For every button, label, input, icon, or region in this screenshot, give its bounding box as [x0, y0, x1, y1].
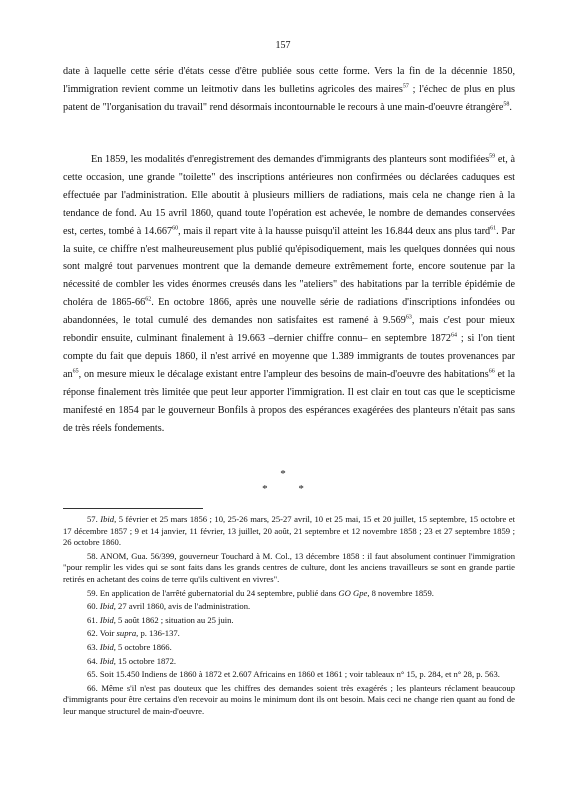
- para2-text-6: , mais c'est pour mieux rebondir ensuite, culminant finalement à 19.663 –dernier chiffre connu– en septembre 1872: [63, 315, 515, 345]
- footnote-ref-61[interactable]: 61: [490, 225, 497, 232]
- para2-text-9: et la réponse finalement très limitée que peut leur apporter l'immigration. Il est clair en tout cas que le scepticisme manifesté en 1854 par le gouverneur Bonfils à propos des espérances exagérées des planteurs n'était pas sans de très réels fondements.: [63, 368, 515, 434]
- footnote-ref-59[interactable]: 59: [489, 153, 496, 160]
- footnote-number: 58.: [87, 550, 98, 561]
- footnote-number: 62.: [87, 628, 98, 639]
- footnote-text: , 8 novembre 1859.: [367, 587, 434, 598]
- paragraph-1: [63, 63, 515, 117]
- section-separator-top-star: *: [280, 468, 286, 480]
- footnote-italic: Ibid: [99, 601, 114, 612]
- footnote-number: 59.: [87, 587, 98, 598]
- footnote-ref-58[interactable]: 58: [503, 101, 510, 108]
- footnote-italic: Ibid: [99, 614, 114, 625]
- section-separator-bottom-stars: * *: [262, 483, 318, 495]
- footnote-61: [63, 615, 515, 627]
- footnote-58: [63, 551, 515, 586]
- footnote-ref-62[interactable]: 62: [145, 296, 152, 303]
- footnote-57: [63, 514, 515, 549]
- para2-text-1: En 1859, les modalités d'enregistrement des demandes d'immigrants des planteurs sont modifiées: [91, 154, 490, 165]
- footnote-text: , p. 136-137.: [136, 628, 180, 639]
- para1-text-a: date à laquelle cette série d'états cesse d'être publiée sous cette forme. Vers la fin de la décennie 1850, l'immigration revient comme un leitmotiv dans les bulletins agricoles des maires: [63, 66, 515, 95]
- footnote-60: [63, 601, 515, 613]
- footnotes: [63, 514, 515, 720]
- footnote-text: , 5 août 1862 ; situation au 25 juin.: [113, 614, 234, 625]
- footnote-text: Voir: [99, 628, 117, 639]
- footnote-number: 64.: [87, 655, 98, 666]
- page-number: 157: [275, 40, 291, 51]
- footnote-number: 65.: [87, 669, 98, 680]
- footnote-text: , 5 février et 25 mars 1856 ; 10, 25-26 mars, 25-27 avril, 10 et 25 mai, 15 et 20 juillet, 15 septembre, 15 octobre et 17 décembre 1857 ; 9 et 14 janvier, 11 février, 13 juillet, 20 août, 21 septembre et 12 novembre 1858 ; 23 et 27 septembre 1859 ; 26 octobre 1860.: [63, 514, 515, 548]
- footnote-62: [63, 628, 515, 640]
- footnote-number: 60.: [87, 601, 98, 612]
- footnote-ref-64[interactable]: 64: [450, 332, 457, 339]
- footnote-text: En application de l'arrêté gubernatorial du 24 septembre, publié dans: [99, 587, 339, 598]
- footnote-text: Soit 15.450 Indiens de 1860 à 1872 et 2.607 Africains en 1860 et 1861 ; voir tableaux n° 15, p. 284, et n° 28, p. 563.: [99, 669, 500, 680]
- footnote-63: [63, 642, 515, 654]
- footnote-text: , 15 octobre 1872.: [113, 655, 177, 666]
- para2-text-5: . En octobre 1866, après une nouvelle série de radiations d'inscriptions infondées ou abandonnées, le total cumulé des demandes non satisfaites est ramené à 9.569: [63, 297, 515, 327]
- footnote-number: 66.: [87, 682, 98, 693]
- para2-text-7: ; si l'on tient compte du fait que depuis 1860, il n'est arrivé en moyenne que 1.389 immigrants de toutes provenances par an: [63, 333, 515, 380]
- para2-text-3: , mais il repart vite à la hausse puisqu'il atteint les 16.844 deux ans plus tard: [178, 225, 491, 237]
- paragraph-2: [63, 151, 515, 438]
- para2-text-8: , on mesure mieux le décalage existant entre l'ampleur des besoins de main-d'oeuvre des habitations: [78, 368, 489, 380]
- footnote-65: [63, 669, 515, 681]
- footnote-number: 61.: [87, 614, 98, 625]
- footnote-italic: Ibid: [100, 514, 115, 524]
- para2-text-2: et, à cette occasion, une grande "toilette" des inscriptions antérieures non confirmées ou déclarées caduques est effectuée par l'administration. Elle aboutit à plusieurs milliers de radiations, mais cela ne change rien à la tendance de fond. Au 15 avril 1860, quand toute l'opération est achevée, le nombre de demandes conservées est, certes, tombé à 14.667: [63, 154, 516, 237]
- footnote-divider: [63, 508, 203, 509]
- footnote-ref-63[interactable]: 63: [405, 314, 412, 321]
- footnote-text: Même s'il n'est pas douteux que les chiffres des demandes soient très exagérés ; les planteurs réclament beaucoup d'immigrants pour être certains d'en recevoir au moins le minimum dont ils ont besoin. Mais ceci ne change rien quant au fond de leur manque structurel de main-d'oeuvre.: [63, 682, 515, 716]
- para2-text-4: . Par la suite, ce chiffre n'est malheureusement plus publié qu'épisodiquement, mais les quelques données qui nous sont malgré tout parvenues montrent que la demande demeure extrêmement forte, encore soutenue par la nécessité de combler les vides énormes creusés dans les "ateliers" des habitations par la terrible épidémie de choléra de 1865-66: [63, 225, 515, 309]
- footnote-ref-66[interactable]: 66: [488, 368, 495, 375]
- para1-text-b: ; l'échec de plus en plus patent de "l'organisation du travail" rend désormais incontournable le recours à une main-d'oeuvre étrangère: [63, 83, 516, 113]
- footnote-64: [63, 656, 515, 668]
- footnote-italic: supra: [116, 628, 137, 639]
- footnote-number: 57.: [87, 514, 98, 524]
- footnote-text: , 27 avril 1860, avis de l'administration.: [113, 601, 251, 612]
- footnote-66: [63, 683, 515, 718]
- footnote-ref-60[interactable]: 60: [172, 225, 179, 232]
- footnote-number: 63.: [87, 641, 98, 652]
- footnote-text: , 5 octobre 1866.: [113, 641, 172, 652]
- footnote-italic: GO Gpe: [338, 587, 368, 598]
- footnote-ref-65[interactable]: 65: [72, 368, 79, 375]
- footnote-text: ANOM, Gua. 56/399, gouverneur Touchard à M. Col., 13 décembre 1858 : il faut absolument continuer l'immigration "pour remplir les vides qui se sont faits dans les grands centres de culture, dont les anciens travailleurs se sont en grande partie retirés en achetant des coins de terre qu'ils cultivent en vivres".: [63, 550, 515, 584]
- footnote-italic: Ibid: [99, 641, 114, 652]
- footnote-ref-57[interactable]: 57: [402, 83, 409, 90]
- footnote-59: [63, 588, 515, 600]
- footnote-italic: Ibid: [99, 655, 114, 666]
- para1-text-c: .: [509, 101, 512, 113]
